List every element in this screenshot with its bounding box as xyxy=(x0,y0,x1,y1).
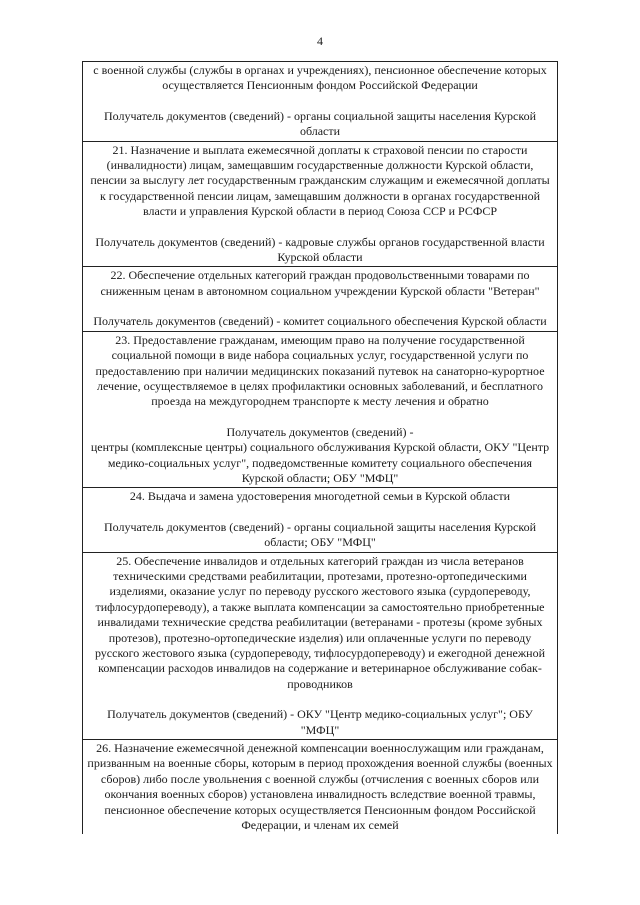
recipient-text: центры (комплексные центры) социального обслуживания Курской области, ОКУ "Центр медико-социальных услуг", подведомственные комитету социального обеспечения Курской области; ОБУ "МФЦ" xyxy=(90,440,550,485)
service-title: 24. Выдача и замена удостоверения многодетной семьи в Курской области xyxy=(129,489,511,504)
table-row xyxy=(83,62,557,142)
page-number: 4 xyxy=(317,34,323,48)
service-title: 22. Обеспечение отдельных категорий граждан продовольственными товарами по сниженным ценам в автономном социальном учреждении Курской области "Ветеран" xyxy=(100,268,540,298)
table-row xyxy=(83,488,557,552)
table-row xyxy=(83,332,557,489)
recipient-text: Получатель документов (сведений) - комитет социального обеспечения Курской области xyxy=(93,314,547,329)
service-title: 25. Обеспечение инвалидов и отдельных категорий граждан из числа ветеранов техническими средствами реабилитации, протезами, протезно-ортопедическими изделиями, оказание услуг по переводу русского жестового языка (сурдопереводу, тифлосурдопереводу), а также выплата компенсации за самостоятельно приобретенные инвалидами технические средства реабилитации (ветеранами - протезы (кроме зубных протезов), протезно-ортопедические изделия) или оплаченные услуги по переводу русского жестового языка (сурдопереводу, тифлосурдопереводу) и ежегодной денежной компенсации расходов инвалидов на содержание и ветеринарное обслуживание собак-проводников xyxy=(94,553,546,691)
recipient-text: Получатель документов (сведений) - кадровые службы органов государственной власти Курской области xyxy=(95,234,545,265)
recipient-text: Получатель документов (сведений) - ОКУ "Центр медико-социальных услуг"; ОБУ "МФЦ" xyxy=(107,707,533,737)
recipient-text: Получатель документов (сведений) - органы социальной защиты населения Курской области; ОБУ "МФЦ" xyxy=(103,519,537,550)
services-table xyxy=(82,61,558,834)
table-row xyxy=(83,267,557,331)
table-row xyxy=(83,142,557,268)
table-row xyxy=(83,553,557,740)
service-title: 21. Назначение и выплата ежемесячной доплаты к страховой пенсии по старости (инвалидности) лицам, замещавшим государственные должности Курской области, пенсии за выслугу лет государственным гражданским служащим и ежемесячной доплаты к государственной пенсии лицам, замещавшим должности в органах государственной власти и управления Курской области в период Союза ССР и РСФСР xyxy=(90,142,550,219)
service-title: с военной службы (службы в органах и учреждениях), пенсионное обеспечение которых осуществляется Пенсионным фондом Российской Федерации xyxy=(93,63,547,93)
recipient-label: Получатель документов (сведений) - xyxy=(226,424,414,439)
table-row xyxy=(83,740,557,834)
recipient-text: Получатель документов (сведений) - органы социальной защиты населения Курской области xyxy=(103,108,537,139)
service-title: 26. Назначение ежемесячной денежной компенсации военнослужащим или гражданам, призванным на военные сборы, которым в период прохождения военной службы (военных сборов) либо после увольнения с военной службы (отчисления с военных сборов или окончания военных сборов) установлена инвалидность вследствие военной травмы, пенсионное обеспечение которых осуществляется Пенсионным фондом Российской Федерации, и членам их семей xyxy=(87,741,553,833)
service-title: 23. Предоставление гражданам, имеющим право на получение государственной социальной помощи в виде набора социальных услуг, государственной услуги по предоставлению при наличии медицинских показаний путевок на санаторно-курортное лечение, осуществляемое в целях профилактики основных заболеваний, и бесплатного проезда на междугороднем транспорте к месту лечения и обратно xyxy=(95,332,545,409)
